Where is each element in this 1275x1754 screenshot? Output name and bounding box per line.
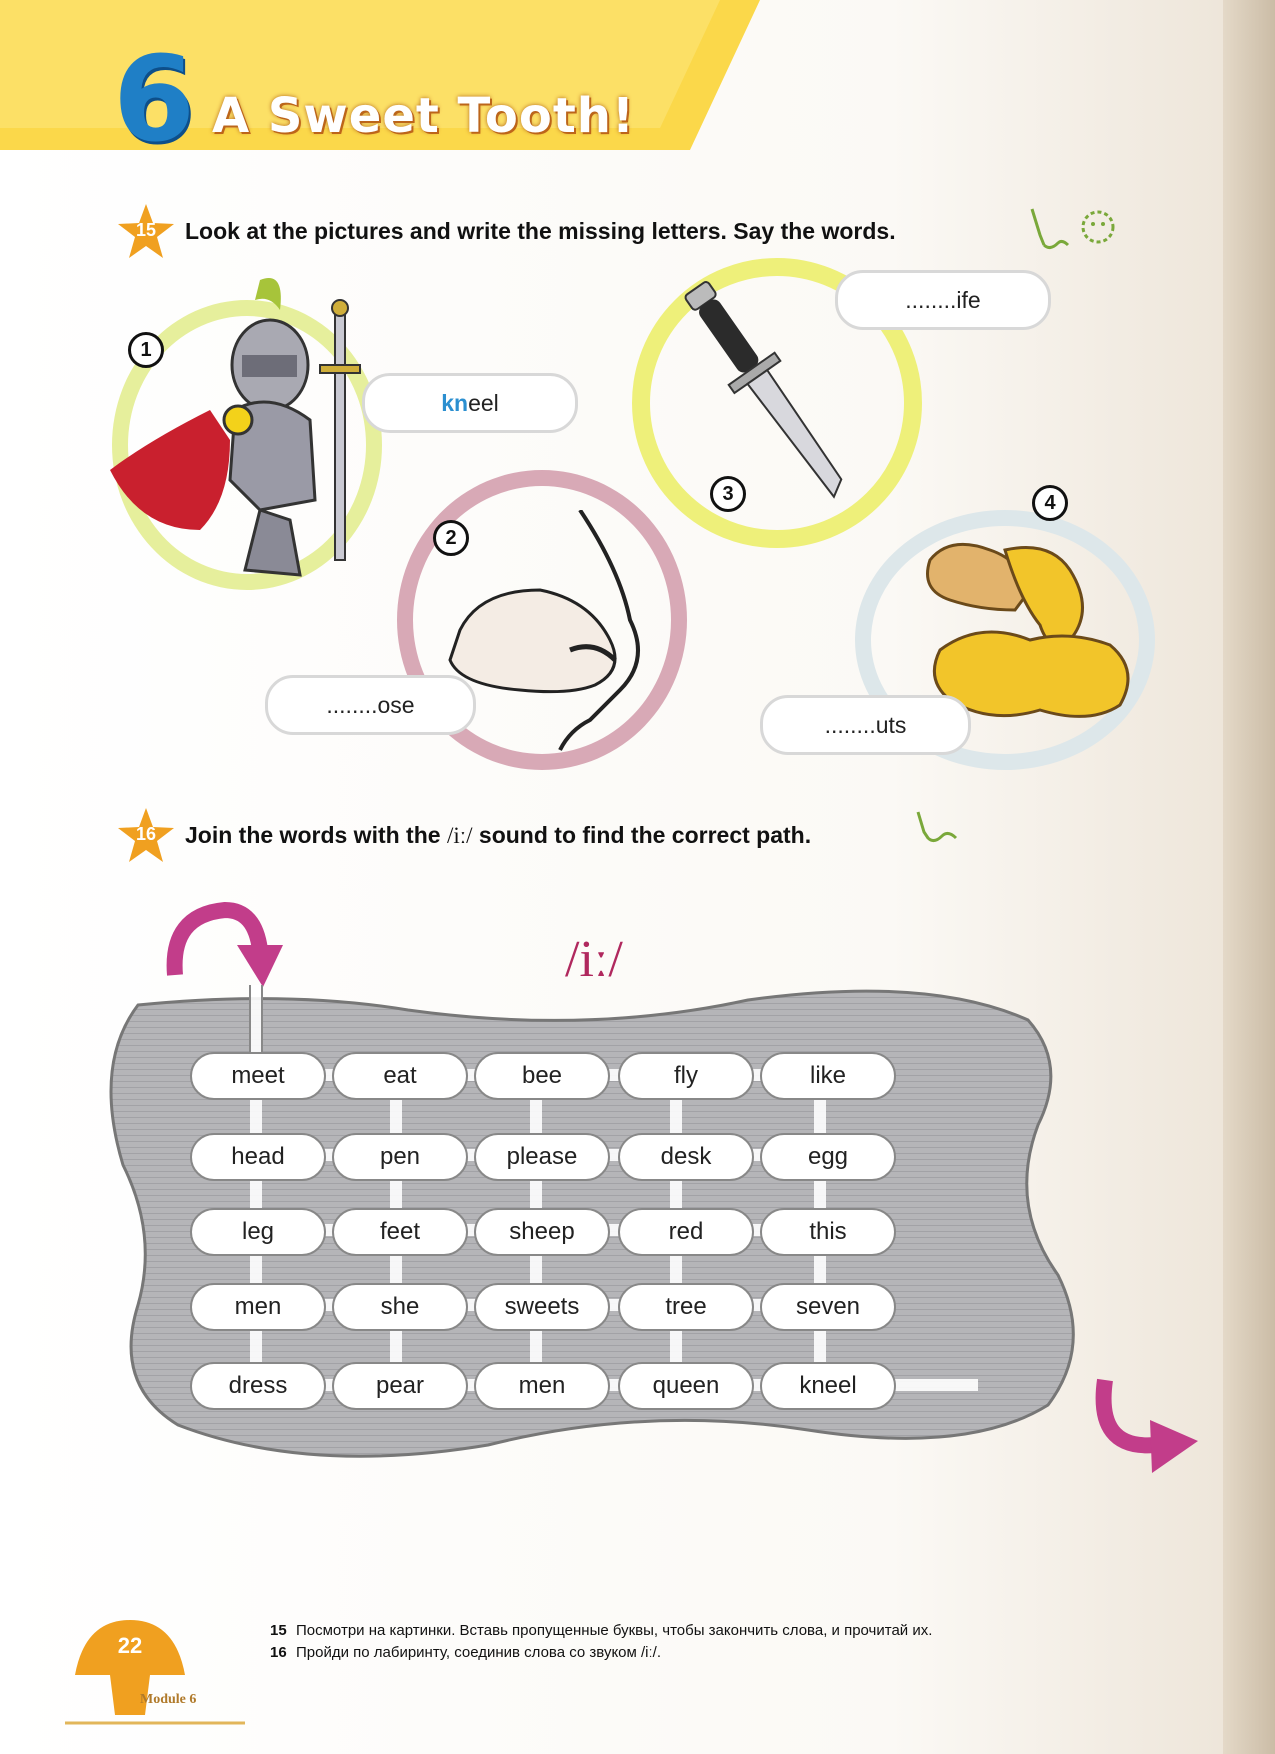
maze-word-cell[interactable]: red xyxy=(618,1208,754,1256)
item-3-number: 3 xyxy=(710,476,746,512)
instruction-sound: /iː/ xyxy=(446,823,473,848)
maze-word-cell[interactable]: she xyxy=(332,1283,468,1331)
answer-field-nuts[interactable]: ........uts xyxy=(760,695,971,755)
pencil-icon xyxy=(910,808,970,848)
maze-word-cell[interactable]: egg xyxy=(760,1133,896,1181)
maze-word-cell[interactable]: pear xyxy=(332,1362,468,1410)
maze-word-cell[interactable]: dress xyxy=(190,1362,326,1410)
maze-word-cell[interactable]: this xyxy=(760,1208,896,1256)
footer-notes xyxy=(270,1620,932,1664)
maze-word-cell[interactable]: men xyxy=(190,1283,326,1331)
unit-title: A Sweet Tooth! xyxy=(212,88,635,144)
answer-field-kneel[interactable] xyxy=(362,373,578,433)
exercise-16-number: 16 xyxy=(135,824,157,844)
maze-word-cell[interactable]: sheep xyxy=(474,1208,610,1256)
module-label: Module 6 xyxy=(140,1692,197,1707)
answer-field-nose[interactable]: ........ose xyxy=(265,675,476,735)
maze-word-cell[interactable]: leg xyxy=(190,1208,326,1256)
book-spine-shadow xyxy=(1223,0,1275,1754)
unit-number: 6 xyxy=(112,30,196,168)
pencil-and-speak-icon xyxy=(1020,205,1120,255)
exercise-16-badge xyxy=(116,806,176,866)
page-number: 22 xyxy=(117,1633,143,1658)
maze-word-cell[interactable]: tree xyxy=(618,1283,754,1331)
instruction-part-2: sound to find the correct path. xyxy=(478,822,812,848)
item-1-number: 1 xyxy=(128,332,164,368)
maze-word-cell[interactable]: head xyxy=(190,1133,326,1181)
maze-word-cell[interactable]: bee xyxy=(474,1052,610,1100)
footer-note xyxy=(270,1620,932,1642)
maze-word-cell[interactable]: kneel xyxy=(760,1362,896,1410)
maze-word-cell[interactable]: sweets xyxy=(474,1283,610,1331)
item-2-number: 2 xyxy=(433,520,469,556)
maze-word-cell[interactable]: like xyxy=(760,1052,896,1100)
footer-note-number: 15 xyxy=(270,1622,287,1639)
maze-sound-label: /iː/ xyxy=(565,931,623,988)
example-rest: eel xyxy=(468,390,499,416)
footer-note-text: Пройди по лабиринту, соединив слова со звуком /iː/. xyxy=(296,1644,661,1661)
footer-note-text: Посмотри на картинки. Вставь пропущенные буквы, чтобы закончить слова, и прочитай их. xyxy=(296,1622,933,1639)
finish-arrow-icon xyxy=(1090,1375,1200,1485)
maze-word-cell[interactable]: pen xyxy=(332,1133,468,1181)
maze-word-cell[interactable]: queen xyxy=(618,1362,754,1410)
example-highlight: kn xyxy=(441,390,469,416)
exercise-15-badge xyxy=(116,202,176,262)
maze-word-cell[interactable]: feet xyxy=(332,1208,468,1256)
maze-word-cell[interactable]: desk xyxy=(618,1133,754,1181)
item-4-number: 4 xyxy=(1032,485,1068,521)
maze-word-cell[interactable]: eat xyxy=(332,1052,468,1100)
maze-word-cell[interactable]: seven xyxy=(760,1283,896,1331)
maze-word-cell[interactable]: fly xyxy=(618,1052,754,1100)
exercise-16-instruction xyxy=(185,822,811,849)
maze-word-cell[interactable]: men xyxy=(474,1362,610,1410)
footer-note-number: 16 xyxy=(270,1644,287,1661)
maze-word-cell[interactable]: meet xyxy=(190,1052,326,1100)
maze-word-cell[interactable]: please xyxy=(474,1133,610,1181)
knight-icon xyxy=(110,270,370,590)
exercise-15-instruction: Look at the pictures and write the missing letters. Say the words. xyxy=(185,218,896,244)
footer-note xyxy=(270,1642,932,1664)
instruction-part-1: Join the words with the xyxy=(185,822,441,848)
answer-field-knife[interactable]: ........ife xyxy=(835,270,1051,330)
exercise-15-number: 15 xyxy=(135,220,157,240)
